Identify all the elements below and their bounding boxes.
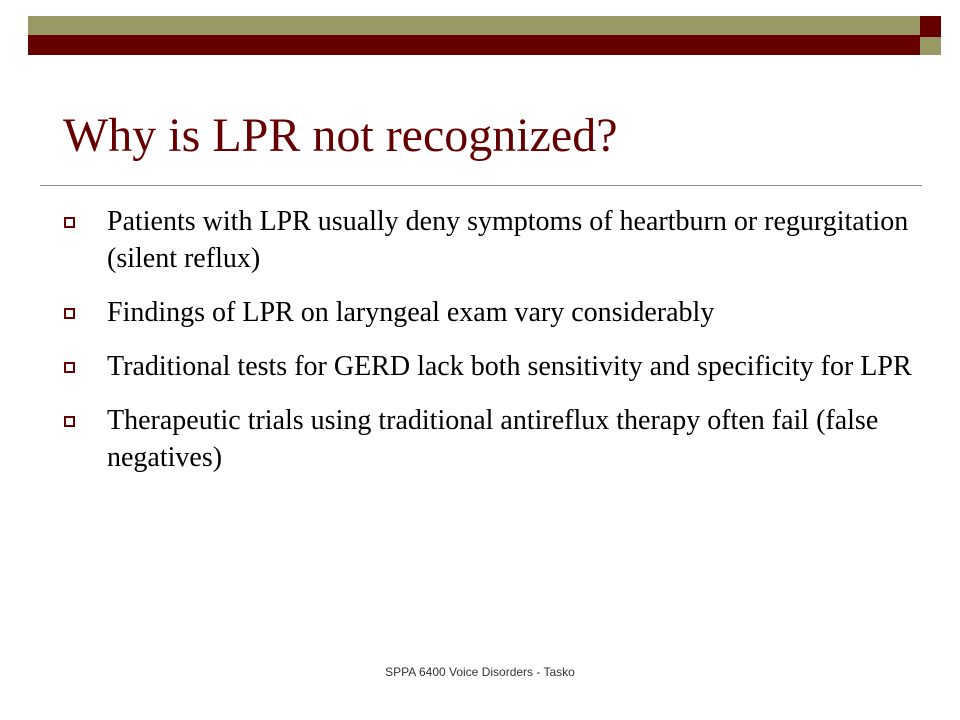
header-corner-olive-square xyxy=(920,37,941,55)
slide-title: Why is LPR not recognized? xyxy=(63,109,618,162)
header-olive-bar xyxy=(28,16,920,35)
bullet-item xyxy=(60,203,940,277)
header-corner-maroon-square xyxy=(920,16,941,37)
bullet-text: Findings of LPR on laryngeal exam vary considerably xyxy=(107,297,715,328)
hollow-square-bullet-icon xyxy=(64,308,75,319)
bullet-text: Traditional tests for GERD lack both sensitivity and specificity for LPR xyxy=(107,351,912,382)
hollow-square-bullet-icon xyxy=(64,217,75,228)
bullet-item xyxy=(60,294,940,331)
header-maroon-bar xyxy=(28,35,920,55)
bullet-item xyxy=(60,402,940,476)
bullet-item xyxy=(60,348,940,385)
bullet-text: Therapeutic trials using traditional antireflux therapy often fail (false negatives) xyxy=(107,405,879,473)
bullet-text: Patients with LPR usually deny symptoms of heartburn or regurgitation (silent reflux) xyxy=(107,206,909,274)
hollow-square-bullet-icon xyxy=(64,416,75,427)
header-decoration xyxy=(0,0,960,72)
hollow-square-bullet-icon xyxy=(64,362,75,373)
bullet-list xyxy=(60,203,940,493)
title-underline xyxy=(40,185,922,186)
slide-footer: SPPA 6400 Voice Disorders - Tasko xyxy=(385,665,575,679)
